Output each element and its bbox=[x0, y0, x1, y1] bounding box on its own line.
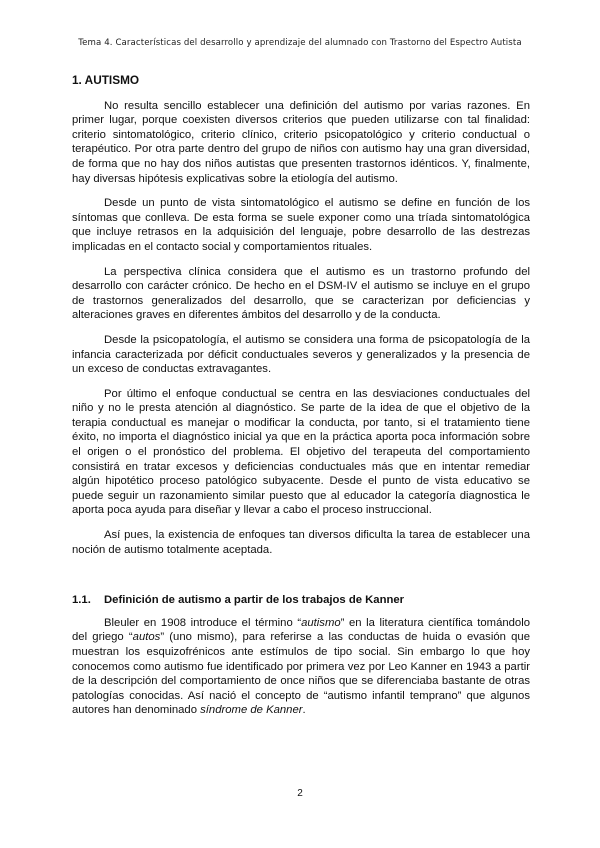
paragraph: La perspectiva clínica considera que el autismo es un trastorno profundo del desarrollo con carácter crónico. De hecho en el DSM-IV el autismo se incluye en el grupo de trastornos generalizados del desarrollo, que se caracterizan por deficiencias y alteraciones graves en diferentes ámbitos del desarrollo y de la conducta. bbox=[72, 265, 530, 322]
text-run: ” en la literatura científica tomándolo del griego “ bbox=[72, 616, 531, 644]
paragraph: Por último el enfoque conductual se centra en las desviaciones conductuales del niño y no le presta atención al diagnóstico. Se parte de la idea de que el objetivo de la terapia conductual es manejar o modificar la conducta, por tanto, si el tratamiento tiene éxito, no importa el diagnóstico inicial ya que en la práctica aporta poca información sobre el origen o el pronóstico del problema. El objetivo del terapeuta del comportamiento consistirá en tratar excesos y deficiencias conductuales más que en intentar remediar algún hipotético proceso patológico subyacente. Desde el punto de vista educativo se puede seguir un razonamiento similar puesto que al educador la categoría diagnostica le aporta poca ayuda para diseñar y llevar a cabo el proceso instruccional. bbox=[72, 387, 530, 517]
text-run: Bleuler en 1908 introduce el término “ bbox=[104, 616, 302, 629]
running-header: Tema 4. Características del desarrollo y aprendizaje del alumnado con Trastorno del Espectro Autista bbox=[78, 38, 522, 48]
page-number: 2 bbox=[297, 788, 303, 799]
subsection-title bbox=[72, 593, 530, 608]
italic-term: autismo bbox=[301, 616, 341, 629]
paragraph: Así pues, la existencia de enfoques tan diversos dificulta la tarea de establecer una noción de autismo totalmente aceptada. bbox=[72, 529, 530, 556]
subsection-number: 1.1. bbox=[72, 594, 91, 607]
page-content bbox=[72, 73, 530, 728]
paragraph: Desde un punto de vista sintomatológico el autismo se define en función de los síntomas que conlleva. De esta forma se suele exponer como una tríada sintomatológica que incluye retrasos en la adquisición del lenguaje, pobre desarrollo de las destrezas implicadas en el contacto social y comportamientos rituales. bbox=[72, 197, 530, 253]
paragraph: Desde la psicopatología, el autismo se considera una forma de psicopatología de la infancia caracterizada por déficit conductuales severos y generalizados y la presencia de un exceso de conductas extravagantes. bbox=[72, 333, 530, 376]
subsection-title-text: Definición de autismo a partir de los trabajos de Kanner bbox=[104, 594, 405, 607]
italic-term: síndrome de Kanner bbox=[200, 704, 303, 717]
paragraph: No resulta sencillo establecer una definición del autismo por varias razones. En primer lugar, porque coexisten diversos criterios que pueden utilizarse con tal finalidad: criterio sintomatológico, criterio clínico, criterio psicopatológico y criterio conductual o terapéutico. Por otra parte dentro del grupo de niños con autismo hay una gran diversidad, de forma que no hay dos niños autistas que presenten trastornos idénticos. Y, finalmente, hay diversas hipótesis explicativas sobre la etiología del autismo. bbox=[72, 99, 530, 185]
text-run: ” (uno mismo), para referirse a las conductas de huida o evasión que muestran los esquizofrénicos ante estímulos de tipo social. Sin embargo lo que hoy conocemos como autismo fue identificado por primera vez por Leo Kanner en 1943 a partir de la descripción del comportamiento de once niños que se diferenciaba bastante de otras patologías conocidas. Así nació el concepto de “autismo infantil temprano” que algunos autores han denominado bbox=[72, 631, 530, 717]
paragraph bbox=[72, 616, 530, 718]
section-title: 1. AUTISMO bbox=[72, 73, 140, 87]
italic-term: autos bbox=[132, 631, 161, 644]
text-run: . bbox=[302, 704, 306, 717]
